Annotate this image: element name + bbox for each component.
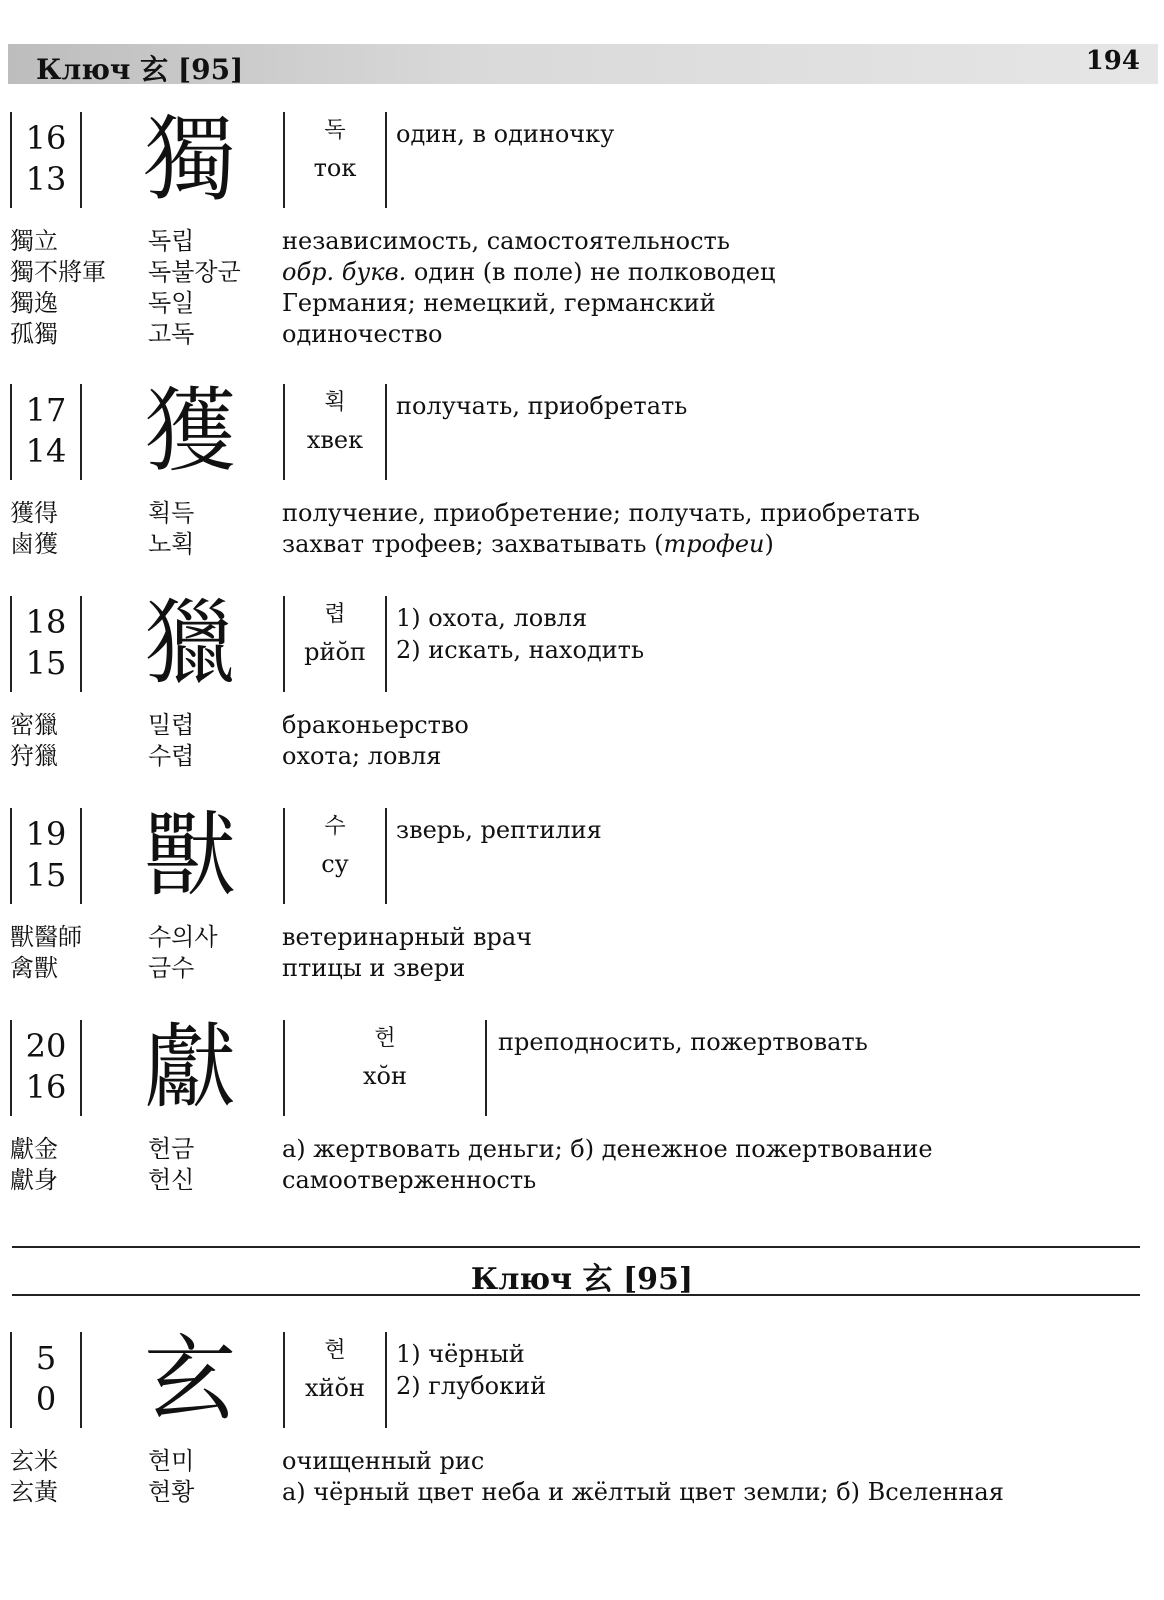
stroke-total: 5 [35,1339,57,1377]
compound-korean: 독립 [148,227,195,255]
compound-definition: одиночество [282,320,443,348]
stroke-total: 20 [25,1027,67,1065]
stroke-total: 16 [25,119,67,157]
stroke-total: 18 [25,603,67,641]
compound-definition: а) чёрный цвет неба и жёлтый цвет земли; б) Вселенная [282,1478,1004,1506]
section-top-rule [12,1246,1140,1248]
compound-hanja: 鹵獲 [10,530,58,558]
dictionary-entry [0,1326,1164,1508]
compound-definition: браконьерство [282,711,469,739]
reading-box [283,1020,487,1116]
compound-definition: Германия; немецкий, германский [282,289,716,317]
headword-meaning [396,814,1136,846]
stroke-extra: 0 [35,1380,57,1418]
compound-row [0,319,1164,350]
russian-transcription: хŏн [363,1062,407,1090]
reading-box [283,384,387,480]
headword-character: 獲 [143,378,236,485]
compound-row [0,257,1164,288]
reading-box [283,1332,387,1428]
compound-definition: самоотверженность [282,1166,537,1194]
compound-row [0,288,1164,319]
compound-hanja: 狩獵 [10,742,58,770]
russian-transcription: су [321,850,349,878]
stroke-count-box [10,112,82,208]
compound-list [0,1134,1164,1196]
russian-transcription: ток [313,154,357,182]
compound-hanja: 獨逸 [10,289,58,317]
compound-hanja: 密獵 [10,711,58,739]
meaning-line: 1) охота, ловля [396,604,588,632]
page-number: 194 [1085,46,1140,76]
definition-text: захват трофеев; захватывать ( [282,530,664,558]
meaning-line: получать, приобретать [396,392,688,420]
hangul-reading: 수 [324,814,346,839]
compound-row [0,741,1164,772]
compound-definition: очищенный рис [282,1447,485,1475]
compound-korean: 현미 [148,1447,195,1475]
stroke-count-box [10,1020,82,1116]
compound-definition: получение, приобретение; получать, приобретать [282,499,920,527]
stroke-extra: 15 [25,856,67,894]
definition-italic: трофеи [663,530,765,558]
headword-character: 獸 [143,802,236,909]
compound-definition: а) жертвовать деньги; б) денежное пожертвование [282,1135,933,1163]
reading-box [283,808,387,904]
compound-row [0,1477,1164,1508]
compound-list [0,226,1164,350]
headword-character: 玄 [143,1326,236,1433]
compound-hanja: 獻金 [10,1135,58,1163]
compound-korean: 수렵 [148,742,195,770]
compound-row [0,1446,1164,1477]
compound-korean: 현황 [148,1478,195,1506]
compound-row [0,498,1164,529]
stroke-count-box [10,808,82,904]
hangul-reading: 헌 [374,1026,396,1051]
dictionary-entry [0,378,1164,560]
section-title: Ключ 玄 [95] [470,1262,694,1297]
definition-suffix: ) [764,530,774,558]
compound-korean: 노획 [148,530,195,558]
compound-korean: 헌신 [148,1166,195,1194]
compound-list [0,710,1164,772]
compound-list [0,922,1164,984]
stroke-count-box [10,1332,82,1428]
dictionary-entry [0,590,1164,772]
meaning-line: преподносить, пожертвовать [498,1028,868,1056]
page-header-title: Ключ 玄 [95] [36,53,244,86]
dictionary-entry [0,802,1164,984]
compound-row [0,529,1164,560]
compound-hanja: 獲得 [10,499,58,527]
meaning-line: 2) глубокий [396,1372,547,1400]
stroke-total: 17 [25,391,67,429]
definition-text: один (в поле) не полководец [406,258,776,286]
hangul-reading: 획 [324,390,346,415]
compound-hanja: 獻身 [10,1166,58,1194]
headword-character: 獨 [143,106,236,213]
compound-korean: 헌금 [148,1135,195,1163]
compound-row [0,1165,1164,1196]
headword-meaning [396,118,1136,150]
compound-definition [282,529,774,559]
headword-meaning [498,1026,1164,1058]
compound-row [0,922,1164,953]
section-bottom-rule [12,1294,1140,1296]
headword-character: 獻 [143,1014,236,1121]
russian-transcription: рйŏп [304,638,366,666]
compound-definition: охота; ловля [282,742,442,770]
compound-row [0,953,1164,984]
dictionary-entry [0,1014,1164,1196]
meaning-line: зверь, рептилия [396,816,602,844]
headword-meaning [396,390,1136,422]
compound-row [0,710,1164,741]
definition-note: обр. букв. [282,258,407,286]
compound-korean: 획득 [148,499,195,527]
compound-definition: птицы и звери [282,954,466,982]
compound-korean: 금수 [148,954,195,982]
russian-transcription: хйŏн [305,1374,365,1402]
headword-meaning [396,1338,1136,1402]
hangul-reading: 렵 [324,602,346,627]
hangul-reading: 현 [324,1338,346,1363]
compound-row [0,226,1164,257]
stroke-extra: 15 [25,644,67,682]
reading-box [283,112,387,208]
stroke-extra: 14 [25,432,67,470]
compound-korean: 밀렵 [148,711,195,739]
meaning-line: 1) чёрный [396,1340,525,1368]
compound-definition: независимость, самостоятельность [282,227,730,255]
compound-hanja: 玄黃 [10,1478,58,1506]
stroke-count-box [10,596,82,692]
compound-korean: 수의사 [148,923,218,951]
compound-korean: 독일 [148,289,195,317]
compound-hanja: 玄米 [10,1447,58,1475]
compound-list [0,498,1164,560]
compound-hanja: 禽獸 [10,954,58,982]
compound-korean: 독불장군 [148,258,241,286]
stroke-extra: 13 [25,160,67,198]
compound-hanja: 獸醫師 [10,923,82,951]
russian-transcription: хвек [306,426,364,454]
stroke-extra: 16 [25,1068,67,1106]
meaning-line: один, в одиночку [396,120,615,148]
headword-meaning [396,602,1136,666]
meaning-line: 2) искать, находить [396,636,645,664]
dictionary-entry [0,106,1164,350]
reading-box [283,596,387,692]
compound-row [0,1134,1164,1165]
stroke-total: 19 [25,815,67,853]
compound-korean: 고독 [148,320,195,348]
compound-definition: ветеринарный врач [282,923,532,951]
hangul-reading: 독 [324,118,346,143]
compound-definition [282,257,775,287]
stroke-count-box [10,384,82,480]
compound-hanja: 獨不將軍 [10,258,106,286]
compound-hanja: 獨立 [10,227,58,255]
compound-hanja: 孤獨 [10,320,58,348]
compound-list [0,1446,1164,1508]
headword-character: 獵 [143,590,236,697]
